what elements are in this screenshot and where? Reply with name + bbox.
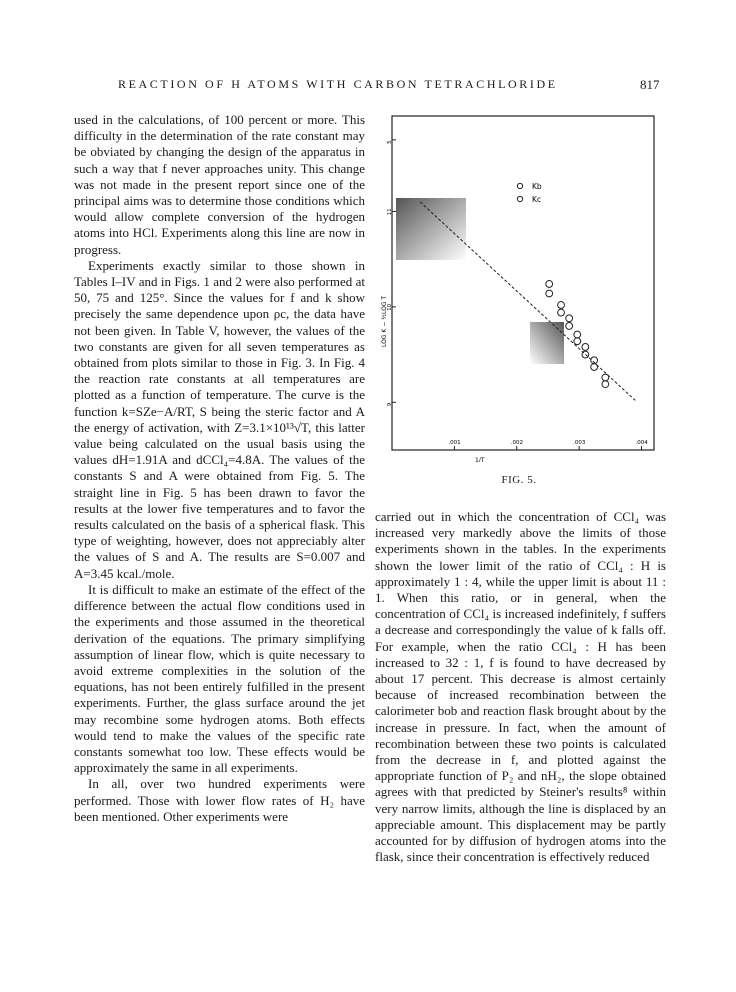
- chart-svg: [374, 112, 664, 462]
- paragraph: carried out in which the concentration of CCl₄ was increased very markedly above the limits of those experiments shown in the tables. In the experiments shown the lower limit of the ratio of CCl₄ : H is approximately 1 : 4, while the upper limit is about 11 : 1. When this ratio, or in general, when the concentration of CCl₄ is increased indefinitely, f suffers a decrease and correspondingly the value of k falls off. For example, when the ratio CCl₄ : H has been increased to 32 : 1, f is found to have decreased by about 17 percent. This decrease is almost certainly because of increased recombination between the calorimeter bob and reaction flask brought about by the increase in pressure. In fact, when the amount of recombination between these two points is calculated from the decrease in f, and plotted against the appropriate function of P₂ and nH₂, the slope obtained agrees with that predicted by Steiner's results⁸ within very narrow limits, although the line is displaced by an appreciable amount. This displacement may be partly accounted for by diffusion of hydrogen atoms into the flask, since their concentration is effectively reduced: [375, 509, 666, 865]
- data-point-kb: [558, 302, 565, 309]
- data-point-kc: [591, 364, 598, 371]
- legend-marker-kc: [517, 196, 522, 201]
- data-point-kb: [582, 344, 589, 351]
- x-tick-label: .003: [573, 440, 586, 446]
- page-header: [0, 77, 736, 97]
- legend-marker-kb: [517, 183, 522, 188]
- x-tick-label: .004: [635, 440, 648, 446]
- running-head: REACTION OF H ATOMS WITH CARBON TETRACHLORIDE: [118, 77, 558, 91]
- data-point-kc: [602, 381, 609, 388]
- data-point-kb: [546, 281, 553, 288]
- x-axis-label: 1/T: [475, 457, 485, 462]
- left-column: [74, 112, 365, 825]
- data-point-kb: [602, 374, 609, 381]
- plot-frame: [392, 116, 654, 450]
- data-point-kb: [566, 315, 573, 322]
- shaded-region: [396, 198, 466, 260]
- data-point-kc: [566, 323, 573, 330]
- y-tick-label: 11: [387, 208, 393, 216]
- legend: [517, 182, 542, 204]
- figure-caption: FIG. 5.: [501, 474, 537, 486]
- paragraph: used in the calculations, of 100 percent or more. This difficulty in the determination of the rate constant may be obviated by changing the design of the apparatus in such a way that f never approaches unity. This change was not made in the present report since one of the principal aims was to determine those conditions which would allow complete conversion of the hydrogen atoms into HCl. Experiments along this line are now in progress.: [74, 112, 365, 257]
- figure-5: [374, 112, 664, 462]
- y-tick-label: 5: [387, 140, 393, 144]
- legend-label-kb: Kb: [532, 182, 542, 191]
- x-tick-label: .001: [448, 440, 461, 446]
- paragraph: Experiments exactly similar to those shown in Tables I–IV and in Figs. 1 and 2 were also performed at 50, 75 and 125°. Since the values for f and k show precisely the same dependence upon ρc, the data have not been given. In Table V, however, the values of the two constants are given for all seven temperatures as obtained from plots similar to those in Fig. 3. In Fig. 4 the reaction rate constants at all temperatures are plotted as a function of temperature. The curve is the function k=SZe−A/RT, S being the steric factor and A the energy of activation, with Z=3.1×10¹³√T, this latter value being calculated on the usual basis using the values dH=1.91A and dCCl₄=4.8A. The values of the constants S and A were obtained from Fig. 5. The straight line in Fig. 5 has been drawn to favor the results at the lower five temperatures and to favor the results calculated on the basis of a spherical flask. This type of weighting, however, does not appreciably alter the values of S and A. The results are S=0.007 and A=3.45 kcal./mole.: [74, 257, 365, 581]
- legend-label-kc: Kc: [532, 195, 542, 204]
- x-tick-label: .002: [510, 440, 524, 446]
- y-axis-label: LOG K − ½LOG T: [381, 295, 388, 347]
- right-column: [375, 509, 666, 865]
- paragraph: It is difficult to make an estimate of the effect of the difference between the actual flow conditions used in the experiments and those assumed in the theoretical derivation of the equations. The primary simplifying assumption of linear flow, which is quite necessary to avoid extreme complexities in the solution of the equations, has not been entirely fulfilled in the present experiments. Further, the glass surface around the jet may recombine some hydrogen atoms. Both effects would tend to make the values of the specific rate constants somewhat too low. These effects would be approximately the same in all experiments.: [74, 581, 365, 776]
- paragraph: In all, over two hundred experiments were performed. Those with lower flow rates of H₂ have been mentioned. Other experiments were: [74, 776, 365, 824]
- data-point-kc: [546, 290, 553, 297]
- data-point-kc: [574, 338, 581, 345]
- y-tick-label: 9: [387, 402, 393, 407]
- page-number: 817: [640, 77, 660, 92]
- data-point-kc: [558, 309, 565, 316]
- shaded-region: [530, 322, 564, 364]
- data-point-kb: [574, 331, 581, 338]
- y-tick-label: 10: [387, 303, 393, 311]
